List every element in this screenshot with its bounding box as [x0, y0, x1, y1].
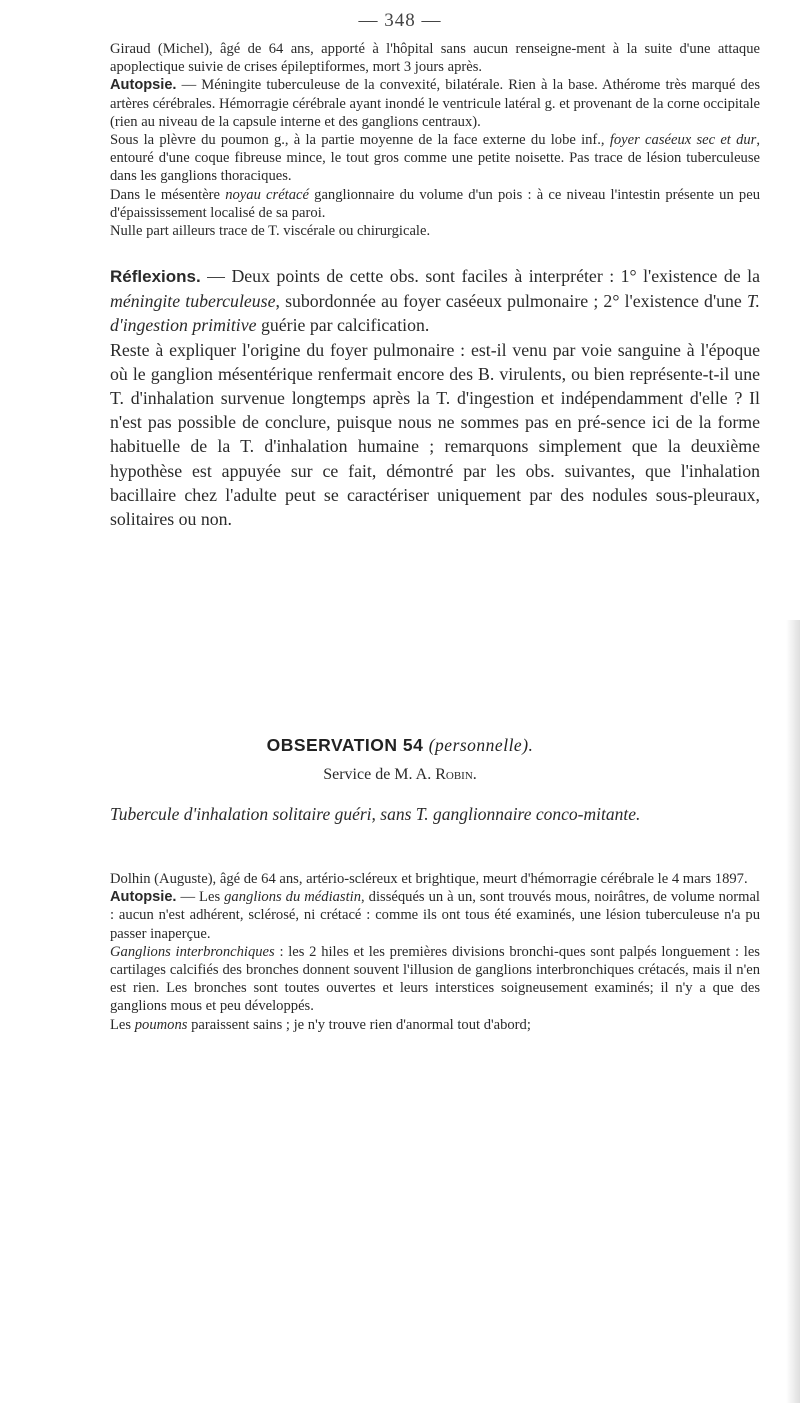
- service-pre: Service de M. A.: [323, 766, 436, 783]
- service-line: [0, 766, 800, 784]
- case2-autopsy: [110, 888, 760, 943]
- lung-text-italic: foyer caséeux sec et dur: [609, 132, 757, 149]
- reflexions-p1-b: , subordonnée au foyer caséeux pulmonaire ; 2° l'existence d'une: [275, 291, 747, 312]
- autopsy-label: Autopsie.: [110, 77, 177, 94]
- case2-autopsy-b: , disséqués un à un, sont trouvés mous, noirâtres, de volume normal : aucun n'est adhérent, sclérosé, ni crétacé : comme ils ont tous été examinés, une lésion tuberculeuse n'a pu passer inaperçue.: [110, 889, 760, 942]
- lung-paragraph: [110, 131, 760, 186]
- case2-lungs-italic: poumons: [134, 1016, 188, 1033]
- case2-ganglions: [110, 943, 760, 1016]
- autopsy-paragraph: [110, 76, 760, 131]
- reflexions-p1-a: — Deux points de cette obs. sont faciles à interpréter : 1° l'existence de la: [200, 266, 760, 286]
- case2-autopsy-italic: ganglions du médiastin: [224, 889, 362, 906]
- mes-text-pre: Dans le mésentère: [110, 186, 226, 203]
- case2-ganglions-italic: Ganglions interbronchiques: [110, 943, 275, 960]
- lung-text-post: , entouré d'une coque fibreuse mince, le tout gros comme une petite noisette. Pas trace de lésion tuberculeuse dans les ganglions thoraciques.: [110, 132, 761, 185]
- case-intro: Giraud (Michel), âgé de 64 ans, apporté à l'hôpital sans aucun renseigne-ment à la suite d'une attaque apoplectique suivie de crises épileptiformes, mort 3 jours après.: [110, 41, 760, 76]
- observation-type: (personnelle).: [428, 735, 534, 755]
- reflexions-p1-italic-2: T. d'ingestion primitive: [110, 291, 760, 336]
- reflexions-p1-italic-1: méningite tuberculeuse: [110, 291, 276, 312]
- autopsy-text: — Méningite tuberculeuse de la convexité, bilatérale. Rien à la base. Athérome très marqué des artères cérébrales. Hémorragie cérébrale ayant inondé le ventricule latéral g. et provenant de la corne occipitale (rien au niveau de la capsule interne et des ganglions centraux).: [110, 77, 760, 130]
- case2-lungs-post: paraissent sains ; je n'y trouve rien d'anormal tout d'abord;: [187, 1016, 531, 1033]
- mes-text-italic: noyau crétacé: [225, 186, 309, 203]
- reflexions-p2: Reste à expliquer l'origine du foyer pulmonaire : est-il venu par voie sanguine à l'époque où le ganglion mésentérique renfermait encore des B. virulents, ou bien représente-t-il une T. d'inhalation survenue longtemps après la T. d'ingestion et indépendamment d'elle ? Il n'est pas possible de conclure, puisque nous ne sommes pas en pré-sence ici de la forme habituelle de la T. d'inhalation humaine ; remarquons simplement que la deuxième hypothèse est appuyée sur ce fait, démontré par les obs. suivantes, que l'inhalation bacillaire chez l'adulte peut se caractériser uniquement par des nodules sous-pleuraux, solitaires ou non.: [110, 339, 760, 530]
- reflexions-section: [110, 264, 760, 531]
- case-giraud: [110, 40, 760, 240]
- case2-autopsy-label: Autopsie.: [110, 889, 177, 906]
- mes-text-post: ganglionnaire du volume d'un pois : à ce niveau l'intestin présente un peu d'épaississement localisé de sa paroi.: [110, 186, 760, 221]
- reflexions-label: Réflexions.: [110, 267, 201, 286]
- page-number: — 348 —: [358, 10, 442, 31]
- lung-text-pre: Sous la plèvre du poumon g., à la partie moyenne de la face externe du lobe inf.,: [110, 132, 610, 149]
- observation-heading: [0, 735, 800, 756]
- case2-lungs: [110, 1016, 760, 1034]
- case-dolhin: [110, 870, 760, 1034]
- service-name: Robin: [435, 766, 473, 783]
- case2-intro: Dolhin (Auguste), âgé de 64 ans, artério-scléreux et brightique, meurt d'hémorragie cérébrale le 4 mars 1897.: [110, 871, 748, 887]
- service-post: .: [472, 766, 477, 783]
- mesentery-paragraph: [110, 186, 760, 222]
- case2-ganglions-text: : les 2 hiles et les premières divisions bronchi-ques sont palpés longuement : les cartilages calcifiés des bronches donnent souvent l'illusion de ganglions interbronchiques crétacés, mais il n'en est rien. Les bronches sont toutes ouvertes et leurs interstices soigneusement examinés; il n'y a que des ganglions mous et peu développés.: [110, 943, 760, 1015]
- observation-number: OBSERVATION 54: [266, 735, 424, 755]
- case2-autopsy-a: — Les: [176, 889, 225, 906]
- reflexions-p1: [110, 264, 760, 338]
- observation-title: Tubercule d'inhalation solitaire guéri, sans T. ganglionnaire conco-mitante.: [110, 804, 641, 824]
- null-paragraph: Nulle part ailleurs trace de T. viscérale ou chirurgicale.: [110, 223, 431, 240]
- reflexions-p1-c: guérie par calcification.: [256, 315, 430, 336]
- case2-lungs-pre: Les: [110, 1016, 135, 1033]
- scan-shadow-edge: [786, 620, 800, 1403]
